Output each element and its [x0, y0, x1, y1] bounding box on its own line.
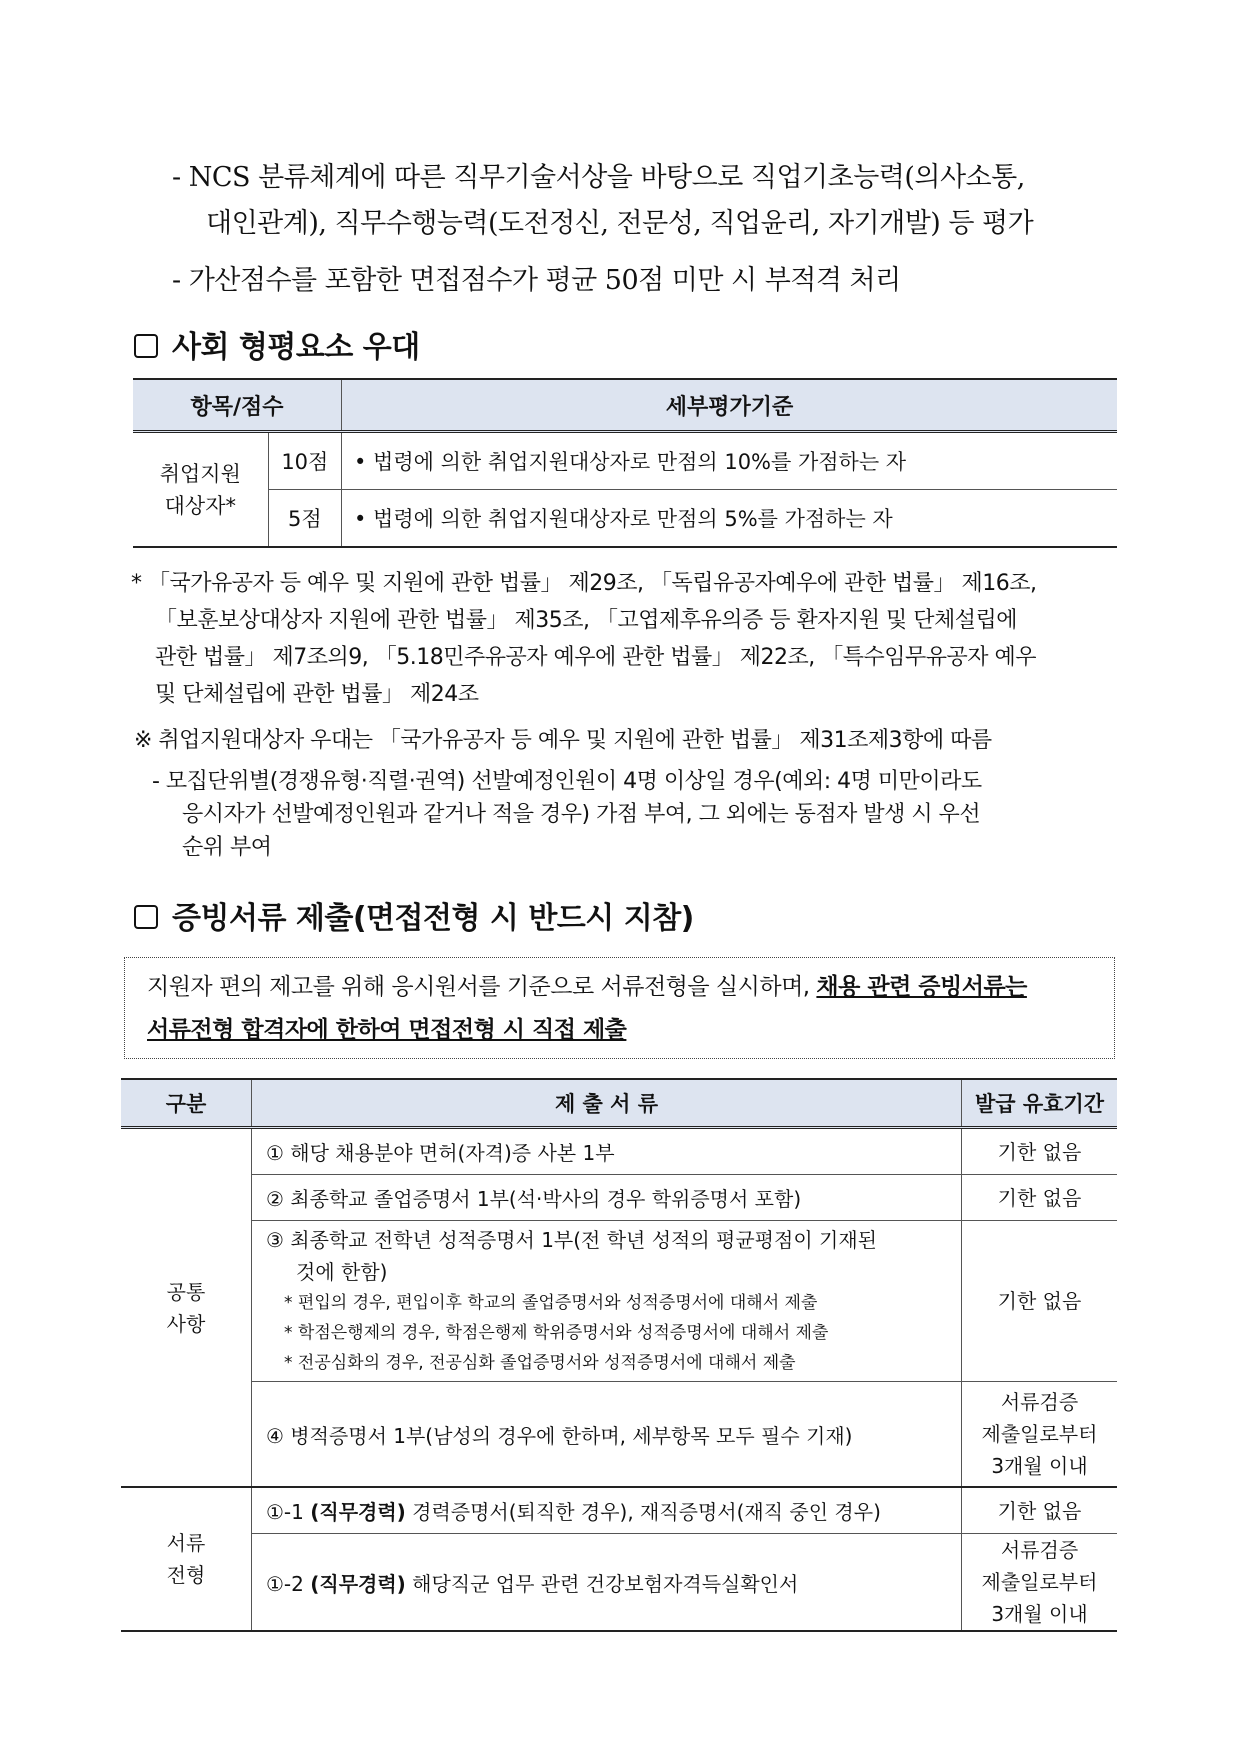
sub-note-line: 순위 부여 [182, 835, 272, 860]
table-row [133, 432, 1117, 490]
table-row [121, 1221, 1117, 1382]
validity-cell: 기한 없음 [962, 1221, 1118, 1382]
documents-table [121, 1078, 1117, 1632]
doc-tag: (직무경력) [310, 1571, 406, 1596]
doc-text-cont: 것에 한함) [296, 1260, 388, 1284]
notice-bold-text: 서류전형 합격자에 한하여 면접전형 시 직접 제출 [147, 1017, 627, 1043]
doc-cell [252, 1487, 962, 1534]
eval-bullet-1-cont: 대인관계), 직무수행능력(도전정신, 전문성, 직업윤리, 자기개발) 등 평가 [206, 208, 1034, 239]
category-cell: 취업지원 대상자* [133, 432, 268, 548]
table-row [121, 1382, 1117, 1488]
doc-text: 경력증명서(퇴직한 경우), 재직증명서(재직 중인 경우) [405, 1500, 881, 1524]
score-cell: 5점 [268, 490, 341, 548]
group-cell-common: 공통 사항 [121, 1128, 252, 1488]
eval-bullet-1: - NCS 분류체계에 따른 직무기술서상을 바탕으로 직업기초능력(의사소통, [172, 162, 1025, 193]
doc-subnote: * 편입의 경우, 편입이후 학교의 졸업증명서와 성적증명서에 대해서 제출 [284, 1293, 818, 1313]
criteria-cell: • 법령에 의한 취업지원대상자로 만점의 10%를 가점하는 자 [342, 432, 1118, 490]
section-heading-documents [134, 893, 694, 937]
doc-cell [252, 1534, 962, 1632]
section-title: 사회 형평요소 우대 [172, 330, 420, 365]
validity-cell: 기한 없음 [962, 1487, 1118, 1534]
doc-tag: (직무경력) [310, 1500, 406, 1524]
doc-cell: ① 해당 채용분야 면허(자격)증 사본 1부 [252, 1128, 962, 1175]
table-row [121, 1487, 1117, 1534]
doc-prefix: ①-2 [266, 1571, 311, 1596]
sub-note-line: - 모집단위별(경쟁유형·직렬·권역) 선발예정인원이 4명 이상일 경우(예외: 4명 미만이라도 [152, 769, 982, 794]
header-validity: 발급 유효기간 [962, 1079, 1118, 1128]
criteria-cell: • 법령에 의한 취업지원대상자로 만점의 5%를 가점하는 자 [342, 490, 1118, 548]
doc-cell [252, 1221, 962, 1382]
doc-cell: ④ 병적증명서 1부(남성의 경우에 한하며, 세부항목 모두 필수 기재) [252, 1382, 962, 1488]
social-equity-table [133, 378, 1117, 548]
footnote-line: * 「국가유공자 등 예우 및 지원에 관한 법률」 제29조, 「독립유공자예우에 관한 법률」 제16조, [131, 571, 1037, 596]
header-criteria: 세부평가기준 [342, 379, 1118, 432]
sub-note [152, 765, 982, 864]
doc-subnote: * 전공심화의 경우, 전공심화 졸업증명서와 성적증명서에 대해서 제출 [284, 1353, 796, 1373]
table-row [121, 1175, 1117, 1221]
section-title: 증빙서류 제출(면접전형 시 반드시 지참) [172, 901, 694, 936]
score-cell: 10점 [268, 432, 341, 490]
reference-note: ※ 취업지원대상자 우대는 「국가유공자 등 예우 및 지원에 관한 법률」 제31조제3항에 따름 [134, 728, 992, 753]
notice-bold-text: 채용 관련 증빙서류는 [816, 974, 1027, 1000]
footnote-line: 「보훈보상대상자 지원에 관한 법률」 제35조, 「고엽제후유의증 등 환자지원 및 단체설립에 [155, 608, 1017, 633]
doc-text: 해당직군 업무 관련 건강보험자격득실확인서 [405, 1571, 799, 1596]
section-heading-social-equity [134, 322, 420, 366]
group-cell-screening: 서류 전형 [121, 1487, 252, 1631]
validity-cell: 서류검증 제출일로부터 3개월 이내 [962, 1382, 1118, 1488]
footnote-line: 관한 법률」 제7조의9, 「5.18민주유공자 예우에 관한 법률」 제22조, 「특수임무유공자 예우 [155, 645, 1036, 670]
footnote-line: 및 단체설립에 관한 법률」 제24조 [155, 682, 479, 707]
doc-text: ③ 최종학교 전학년 성적증명서 1부(전 학년 성적의 평균평점이 기재된 [266, 1228, 877, 1252]
checkbox-square-icon [134, 334, 158, 358]
notice-text: 지원자 편의 제고를 위해 응시원서를 기준으로 서류전형을 실시하며, [147, 974, 817, 1000]
table-row [121, 1534, 1117, 1632]
sub-note-line: 응시자가 선발예정인원과 같거나 적을 경우) 가점 부여, 그 외에는 동점자 발생 시 우선 [182, 802, 981, 827]
table-row [133, 490, 1117, 548]
doc-cell: ② 최종학교 졸업증명서 1부(석·박사의 경우 학위증명서 포함) [252, 1175, 962, 1221]
validity-cell: 서류검증 제출일로부터 3개월 이내 [962, 1534, 1118, 1632]
eval-bullet-2: - 가산점수를 포함한 면접점수가 평균 50점 미만 시 부적격 처리 [172, 265, 901, 296]
doc-prefix: ①-1 [266, 1500, 311, 1524]
notice-box [124, 957, 1115, 1059]
header-docs: 제 출 서 류 [252, 1079, 962, 1128]
checkbox-square-icon [134, 905, 158, 929]
validity-cell: 기한 없음 [962, 1128, 1118, 1175]
validity-cell: 기한 없음 [962, 1175, 1118, 1221]
doc-subnote: * 학점은행제의 경우, 학점은행제 학위증명서와 성적증명서에 대해서 제출 [284, 1323, 829, 1343]
footnote-laws [131, 565, 1036, 713]
header-item-score: 항목/점수 [133, 379, 342, 432]
table-row [121, 1128, 1117, 1175]
header-group: 구분 [121, 1079, 252, 1128]
